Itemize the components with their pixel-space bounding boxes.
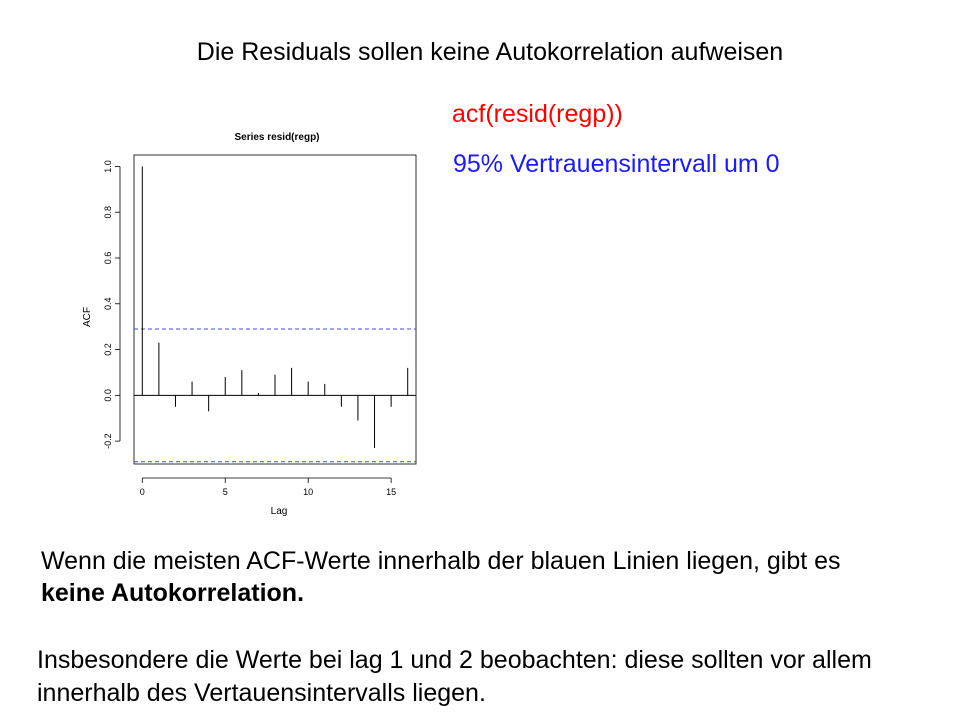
y-tick-label: 0.0	[103, 389, 113, 402]
y-tick-label: 1.0	[103, 160, 113, 173]
x-tick-label: 10	[303, 487, 314, 497]
x-tick-label: 15	[386, 487, 397, 497]
note-paragraph-2: Insbesondere die Werte bei lag 1 und 2 beobachten: diese sollten vor allem innerhalb des Vertauensintervalls liegen.	[37, 646, 872, 707]
acf-chart	[72, 120, 432, 530]
x-tick-label: 0	[139, 487, 145, 497]
y-tick-label: 0.4	[103, 297, 113, 311]
x-axis-label: Lag	[270, 506, 288, 517]
x-tick-label: 5	[222, 487, 228, 497]
confidence-interval-label: 95% Vertrauensintervall um 0	[453, 150, 780, 178]
note-1-text: Wenn die meisten ACF-Werte innerhalb der blauen Linien liegen, gibt es	[41, 547, 841, 575]
slide-title: Die Residuals sollen keine Autokorrelation aufweisen	[196, 38, 784, 66]
note-paragraph-1	[41, 545, 901, 609]
y-tick-label: 0.8	[103, 205, 113, 219]
y-tick-label: 0.2	[103, 343, 113, 356]
y-tick-label: -0.2	[103, 433, 113, 449]
y-tick-label: 0.6	[103, 251, 113, 265]
acf-chart-svg	[72, 120, 432, 530]
chart-title: Series resid(regp)	[234, 132, 320, 143]
code-label: acf(resid(regp))	[452, 100, 623, 128]
note-1-bold: keine Autokorrelation.	[41, 579, 305, 607]
plot-frame	[134, 155, 416, 464]
y-axis-label: ACF	[82, 307, 93, 327]
